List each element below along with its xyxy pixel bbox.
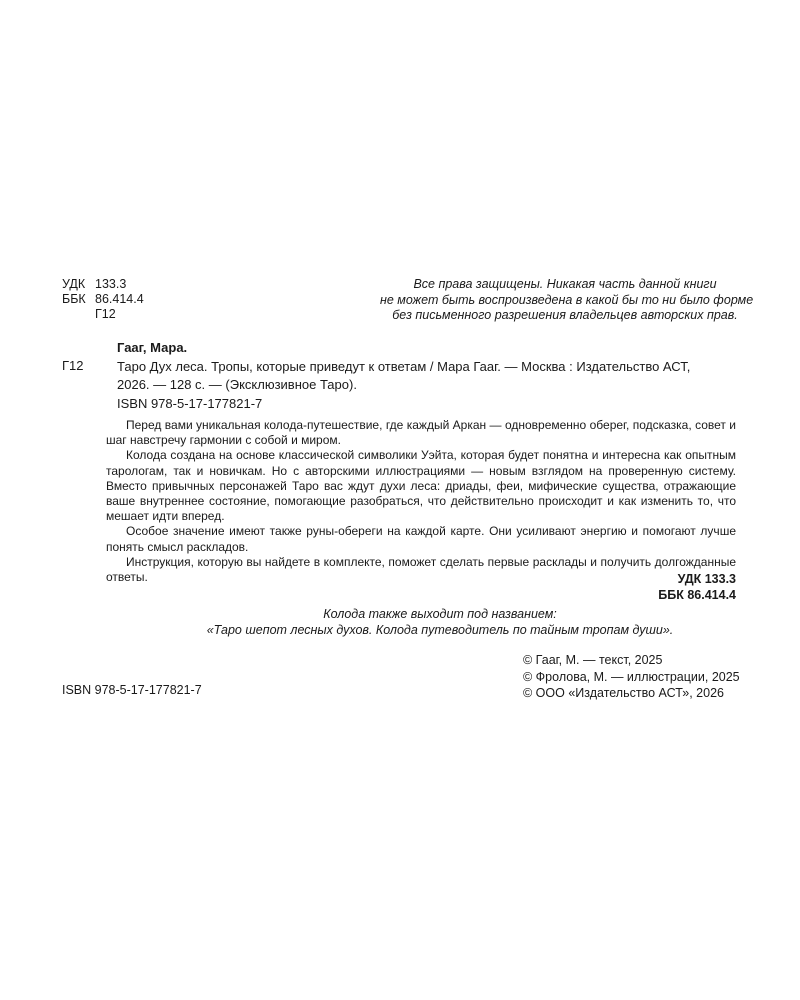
bbk-value: 86.414.4 [95,292,144,306]
isbn-bottom: ISBN 978-5-17-177821-7 [62,683,202,697]
rights-line: Все права защищены. Никакая часть данной книги [413,277,717,291]
alt-title-line: Колода также выходит под названием: [323,607,557,621]
rights-line: без письменного разрешения владельцев авторских прав. [392,308,738,322]
classification-codes [62,277,144,322]
copyright-block [523,652,740,702]
annotation-paragraph: Особое значение имеют также руны-обереги на каждой карте. Они усиливают энергию и помогают лучше понять смысл раскладов. [106,524,736,554]
annotation-paragraph: Перед вами уникальная колода-путешествие, где каждый Аркан — одновременно оберег, подсказка, совет и шаг навстречу гармонии с собой и миром. [106,418,736,448]
copyright-line: © Фролова, М. — иллюстрации, 2025 [523,669,740,684]
udk-value: 133.3 [95,277,127,291]
udk-summary: УДК 133.3 [677,572,736,586]
udk-row [62,277,144,292]
rights-notice [380,277,754,324]
bbk-row [62,292,144,307]
annotation-paragraph: Колода создана на основе классической символики Уэйта, которая будет понятна и интересна как опытным тарологам, так и новичкам. Но с авторскими иллюстрациями — новым взглядом на проверенную систему. Вместо привычных персонажей Таро вас ждут духи леса: дриады, феи, мифические существа, отражающие ваше внутреннее состояние, помогающие разобраться, что действительно происходит и как изменить то, что мешает идти вперед. [106,448,736,524]
bib-line: Таро Дух леса. Тропы, которые приведут к ответам / Мара Гааг. — Москва : Издательство АСТ, [117,359,691,374]
copyright-line: © ООО «Издательство АСТ», 2026 [523,686,724,700]
bbk-summary: ББК 86.414.4 [658,587,736,602]
alternative-title [150,606,730,638]
alt-title-line: «Таро шепот лесных духов. Колода путеводитель по тайным тропам души». [206,623,674,637]
copyright-line: © Гааг, М. — текст, 2025 [523,653,663,667]
author-heading: Гааг, Мара. [117,340,188,355]
cutter-row [62,307,144,322]
cutter-code: Г12 [95,307,116,321]
annotation-paragraph: Инструкция, которую вы найдете в комплекте, поможет сделать первые расклады и получить долгожданные ответы. [106,554,736,585]
bibliographic-description [117,358,747,393]
annotation [106,418,736,585]
bbk-label: ББК [62,292,86,306]
codes-summary [600,572,736,603]
cutter-mark: Г12 [62,358,84,373]
rights-line: не может быть воспроизведена в какой бы то ни было форме [380,292,754,307]
udk-label: УДК [62,277,86,291]
bib-line: 2026. — 128 с. — (Эксклюзивное Таро). [117,376,357,392]
isbn-main: ISBN 978-5-17-177821-7 [117,396,263,411]
